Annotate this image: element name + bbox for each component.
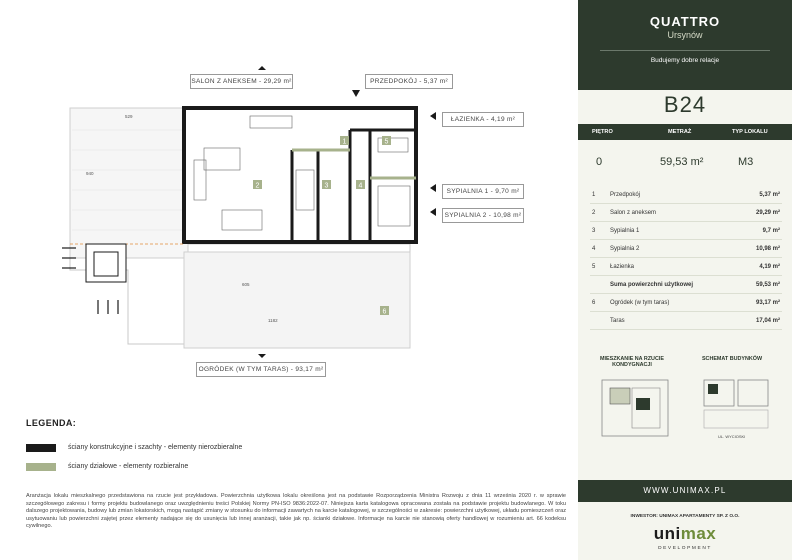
- room-6-tag: 6: [382, 308, 387, 316]
- unit-code: B24: [663, 92, 707, 117]
- list-item: 2 Salon z aneksem 29,29 m²: [590, 204, 782, 222]
- unimax-logo: unimax: [653, 524, 717, 543]
- room-2-tag: 2: [255, 182, 260, 190]
- header-area: METRAŻ: [668, 129, 692, 135]
- website-link[interactable]: WWW.UNIMAX.PL: [578, 480, 792, 502]
- room-4-tag: 4: [358, 182, 363, 190]
- header-type: TYP LOKALU: [732, 129, 768, 135]
- dim-top: 529: [125, 114, 133, 119]
- room-5-tag: 5: [384, 138, 389, 146]
- room-list: [590, 186, 782, 330]
- partition-swatch: [26, 463, 56, 471]
- floor-schematic-label: MIESZKANIE NA RZUCIE KONDYGNACJI: [600, 356, 664, 368]
- room-1-tag: 1: [342, 138, 347, 146]
- callout-sypialnia-2: SYPIALNIA 2 - 10,98 m²: [442, 208, 524, 223]
- arrow-lazienka: [430, 112, 436, 120]
- street-caption: UL. WYCIOSKI: [718, 434, 746, 439]
- floor-schematic: [596, 374, 676, 444]
- disclaimer: Aranżacja lokalu mieszkalnego przedstawiona na rzucie jest przykładowa. Powierzchnia użytkowa lokalu określona jest na podstawie Rozporządzenia Ministra Rozwoju z dnia 11 września 2020 r. w sprawie szczegółowego zakresu i formy projektu budowlanego oraz uwzględnieniu treści Polskiej Normy PN-ISO 9836:2022-07. Niniejsza karta katalogowa opracowana została na podstawie projektu budowlanego. W toku dalszego projektowania, budowy lub zmian lokatorskich, mogą nastąpić zmiany w stosunku do informacji zawartych na karcie katalogowej, w szczególności w zakresie: powierzchni użytkowej, układu pomieszczeń oraz usytuowaniu lub powierzchni zajętej przez elementy nadające się do usunięcia lub innej aranżacji, takie jak np. ścianki działowe. Informacje na karcie nie stanowią oferty handlowej w rozumieniu art. 66 kodeksu cywilnego.: [26, 493, 566, 530]
- brand-header: [578, 0, 792, 90]
- list-item: 3 Sypialnia 1 9,7 m²: [590, 222, 782, 240]
- legend-title: LEGENDA:: [26, 418, 77, 428]
- building-schematic-label: SCHEMAT BUDYNKÓW: [701, 356, 763, 362]
- header-floor: PIĘTRO: [592, 129, 613, 135]
- structural-swatch: [26, 444, 56, 452]
- callout-sypialnia-1: SYPIALNIA 1 - 9,70 m²: [442, 184, 524, 199]
- floor-value: 0: [596, 156, 603, 168]
- apartment-walls: [184, 108, 416, 242]
- legend: [26, 418, 566, 476]
- logo-subtitle: DEVELOPMENT: [658, 546, 712, 551]
- entrance-marker: [352, 90, 360, 97]
- area-value: 59,53 m²: [660, 156, 704, 168]
- brand-name: QUATTRO: [649, 14, 721, 29]
- room-3-tag: 3: [324, 182, 329, 190]
- brand-location: Ursynów: [667, 30, 703, 40]
- investor-text: INWESTOR: UNIMAX APARTAMENTY SP. Z O.O.: [630, 514, 740, 519]
- dim-garden: 605: [242, 282, 250, 287]
- legend-item-label: ściany konstrukcyjne i szachty - elementy nierozbieralne: [68, 444, 243, 451]
- arrow-syp2: [430, 208, 436, 216]
- callout-ogrodek: OGRÓDEK (W TYM TARAS) - 93,17 m²: [196, 362, 326, 377]
- legend-item: [26, 438, 566, 457]
- list-item: Taras 17,04 m²: [590, 312, 782, 330]
- sum-row: Suma powierzchni użytkowej 59,53 m²: [590, 276, 782, 294]
- type-value: M3: [738, 156, 754, 168]
- list-item: 6 Ogródek (w tym taras) 93,17 m²: [590, 294, 782, 312]
- list-item: 5 Łazienka 4,19 m²: [590, 258, 782, 276]
- legend-item-label: ściany działowe - elementy rozbieralne: [68, 463, 189, 470]
- legend-item: [26, 457, 566, 476]
- unit-header-bar: [578, 124, 792, 140]
- list-item: 4 Sypialnia 2 10,98 m²: [590, 240, 782, 258]
- arrow-syp1: [430, 184, 436, 192]
- callout-lazienka: ŁAZIENKA - 4,19 m²: [442, 112, 524, 127]
- callout-przedpokoj: PRZEDPOKÓJ - 5,37 m²: [365, 74, 453, 89]
- terrace-area: [70, 108, 188, 258]
- brand-tagline: Budujemy dobre relacje: [650, 57, 720, 64]
- dim-left: 940: [86, 171, 94, 176]
- garden-area: [184, 252, 410, 348]
- list-item: 1 Przedpokój 5,37 m²: [590, 186, 782, 204]
- callout-salon: SALON Z ANEKSEM - 29,29 m²: [190, 74, 293, 89]
- building-schematic: [698, 374, 778, 444]
- info-panel: [578, 0, 792, 560]
- divider: [600, 50, 770, 51]
- dim-bottom: 1182: [268, 318, 278, 323]
